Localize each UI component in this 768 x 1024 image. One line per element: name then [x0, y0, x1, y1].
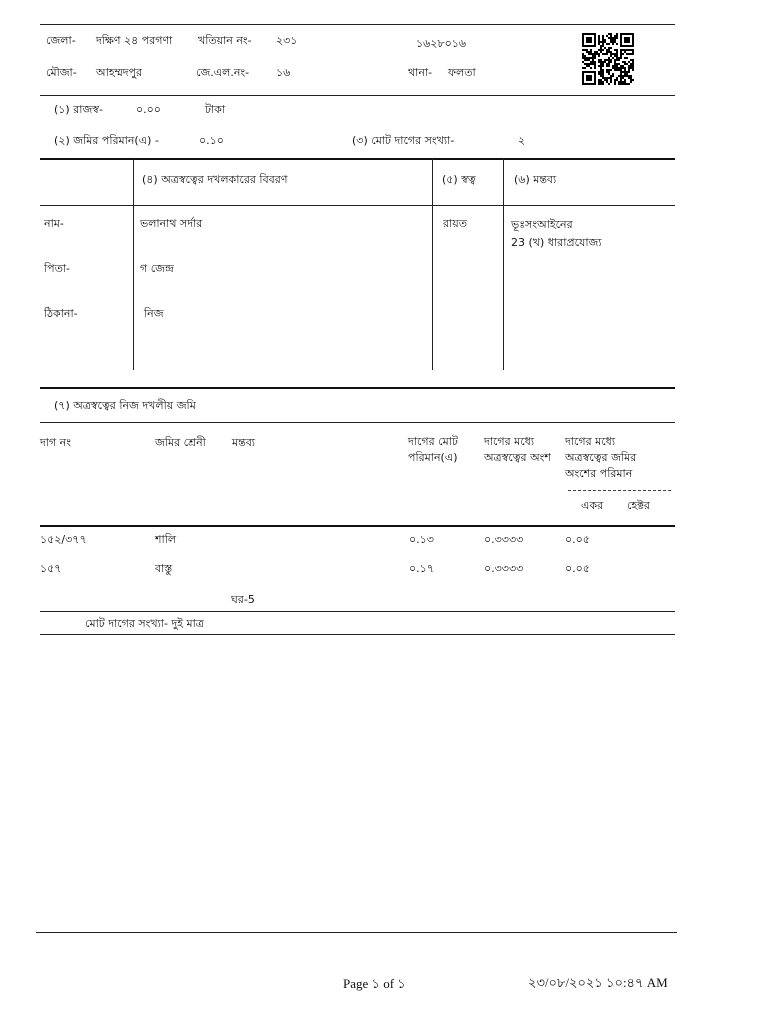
qr-code-icon — [582, 33, 634, 85]
revenue-unit: টাকা — [205, 103, 226, 116]
plot-count-label: (৩) মোট দাগের সংখ্যা- — [352, 134, 455, 147]
col-share-area: দাগের মধ্যে অত্রস্বত্বের জমির অংশের পরিমান — [565, 435, 637, 480]
footer-rule — [36, 932, 677, 933]
print-timestamp: ২৩/০৮/২০২১ ১০:৪৭ AM — [528, 975, 668, 990]
plot-count-value: ২ — [518, 134, 526, 147]
plots-title-rule — [40, 422, 675, 423]
header-bottom-rule — [40, 95, 675, 96]
land-class: শালি — [155, 533, 177, 546]
sub-hectare: হেক্টর — [627, 499, 650, 512]
khatian-label: খতিয়ান নং- — [198, 34, 252, 47]
subheader-dashed-rule — [568, 490, 671, 491]
mouza-label: মৌজা- — [46, 66, 77, 79]
house-note: ঘর-5 — [231, 593, 255, 606]
sub-acre: একর — [581, 499, 604, 512]
district-value: দক্ষিণ ২৪ পরগণা — [96, 34, 173, 47]
address-value: নিজ — [144, 307, 164, 320]
right-value: রায়ত — [443, 217, 467, 230]
plots-section-title: (৭) অত্রস্বত্বের নিজ দখলীয় জমি — [54, 399, 196, 412]
total-area: ০.১৭ — [409, 562, 434, 575]
code-value: ১৬২৮০১৬ — [416, 37, 467, 50]
share: ০.৩৩৩৩ — [484, 562, 524, 575]
name-value: ভলানাথ সর্দার — [140, 217, 203, 230]
plot-no: ১৫৭ — [40, 562, 62, 575]
col-total-area: দাগের মোট পরিমান(এ) — [408, 435, 458, 464]
owner-table-divider-2 — [432, 159, 433, 370]
owner-table-divider-3 — [503, 159, 504, 370]
land-area-value: ০.১০ — [199, 134, 224, 147]
col-remark: মন্তব্য — [232, 436, 256, 449]
col5-header: (৫) স্বত্ব — [442, 173, 476, 186]
col-share: দাগের মধ্যে অত্রস্বত্বের অংশ — [484, 435, 551, 464]
thana-value: ফলতা — [448, 66, 476, 79]
share: ০.৩৩৩৩ — [484, 533, 524, 546]
jl-label: জে.এল.নং- — [196, 66, 250, 79]
father-label: পিতা- — [44, 262, 71, 275]
owner-table-top-rule — [40, 158, 675, 160]
land-area-label: (২) জমির পরিমান(এ) - — [54, 134, 159, 147]
total-area: ০.১৩ — [409, 533, 434, 546]
owner-table-header-rule — [40, 205, 675, 206]
remark-line-2: 23 (খ) ধারাপ্রযোজ্য — [511, 236, 602, 249]
share-acre: ০.০৫ — [565, 533, 590, 546]
address-label: ঠিকানা- — [44, 307, 78, 320]
mouza-value: আহম্মদপুর — [96, 66, 143, 79]
father-value: গ জেন্দ্র — [140, 262, 174, 275]
top-rule — [40, 24, 675, 25]
col6-header: (৬) মন্তব্য — [514, 173, 557, 186]
jl-value: ১৬ — [276, 66, 291, 79]
remark-line-1: ভূঃসংআইনের — [511, 218, 573, 231]
khatian-value: ২৩১ — [276, 34, 298, 47]
col4-header: (৪) অত্রস্বত্বের দখলকারের বিবরণ — [142, 173, 288, 186]
plots-top-rule — [40, 387, 675, 389]
col-land-class: জমির শ্রেনী — [155, 436, 206, 449]
owner-table-divider-1 — [133, 159, 134, 370]
revenue-label: (১) রাজস্ব- — [54, 103, 103, 116]
district-label: জেলা- — [46, 34, 76, 47]
revenue-value: ০.০০ — [136, 103, 161, 116]
page-number: Page ১ of ১ — [343, 976, 406, 991]
name-label: নাম- — [44, 217, 64, 230]
plot-no: ১৫২/৩৭৭ — [40, 533, 87, 546]
total-bottom-rule — [40, 634, 675, 635]
plots-header-rule — [40, 525, 675, 527]
total-top-rule — [40, 611, 675, 612]
land-class: বাস্তু — [155, 562, 173, 575]
col-plot-no: দাগ নং — [40, 436, 71, 449]
thana-label: থানা- — [408, 66, 433, 79]
total-plots-text: মোট দাগের সংখ্যা- দুই মাত্র — [85, 617, 204, 630]
share-acre: ০.০৫ — [565, 562, 590, 575]
